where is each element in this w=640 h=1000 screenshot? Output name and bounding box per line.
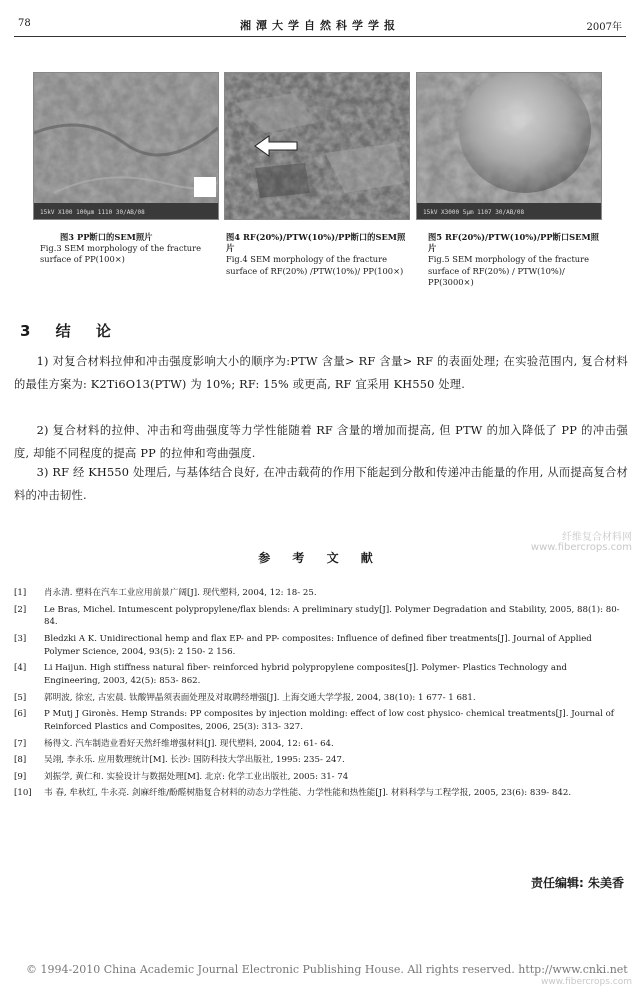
figure-5-image: [416, 72, 602, 220]
reference-item: [6] P Mutj J Gironès. Hemp Strands: PP composites by injection molding: effect of low cost physico- chemical treatments[J]. Journal of Reinforced Plastics and Composites, 2006, 25(3): 313- 327.: [14, 709, 614, 733]
figure-3-image: [33, 72, 219, 220]
reference-item: [3] Bledzki A K. Unidirectional hemp and flax EP- and PP- composites: Influence of defined fiber treatments[J]. Journal of Applied Polymer Science, 2004, 93(5): 2 150- 2 156.: [14, 633, 592, 657]
reference-list: [14, 587, 626, 804]
references-title: 参 考 文 献: [258, 551, 382, 565]
reference-item: [8] 吴翊, 李永乐. 应用数理统计[M]. 长沙: 国防科技大学出版社, 1995: 235- 247.: [14, 755, 345, 766]
figure-3-caption-en: Fig.3 SEM morphology of the fracture surface of PP(100×): [40, 243, 202, 265]
conclusion-3: 3) RF 经 KH550 处理后, 与基体结合良好, 在冲击载荷的作用下能起到分散和传递冲击能量的作用, 从而提高复合材料的冲击韧性.: [14, 466, 628, 502]
watermark-url: www.fibercrops.com: [530, 542, 632, 553]
reference-item: [5] 郭明波, 徐宏, 古宏晨. 钛酸钾晶须表面处理及对取聘经增强[J]. 上海交通大学学报, 2004, 38(10): 1 677- 1 681.: [14, 692, 476, 703]
page-header: [14, 14, 626, 37]
figure-5-caption-cn: 图5 RF(20%)/PTW(10%)/PP断口SEM照片: [428, 232, 599, 254]
figure-5-scale-text: 15kV X3000 5μm 1107 30/AB/08: [423, 209, 525, 216]
figure-3-caption-cn: 图3 PP断口的SEM照片: [60, 232, 153, 242]
page-number: 78: [18, 18, 31, 29]
reference-item: [1] 肖永清. 塑料在汽车工业应用前景广阔[J]. 现代塑料, 2004, 12: 18- 25.: [14, 588, 317, 598]
watermark-cn: 纤维复合材料网: [562, 532, 632, 543]
figure-4-image: [224, 72, 410, 220]
figure-3-scale-text: 15kV X100 100μm 1110 30/AB/08: [40, 209, 145, 216]
reference-item: [7] 杨得文. 汽车制造业看好天然纤维增强材料[J]. 现代塑料, 2004, 12: 61- 64.: [14, 738, 334, 749]
issue-year: 2007年: [586, 22, 622, 33]
responsible-editor: 责任编辑: 朱美香: [531, 876, 624, 890]
figure-5-caption: [428, 232, 600, 288]
reference-item: [4] Li Haijun. High stiffness natural fiber- reinforced hybrid polypropylene composites[J]. Polymer- Plastics Technology and Engineering, 2003, 42(5): 853- 862.: [14, 663, 568, 687]
conclusion-1: 1) 对复合材料拉伸和冲击强度影响大小的顺序为:PTW 含量> RF 含量> RF 的表面处理; 在实验范围内, 复合材料的最佳方案为: K2Ti6O13(PTW) 为 10%; RF: 15% 或更高, RF 宜采用 KH550 处理.: [14, 355, 628, 391]
conclusion-2: 2) 复合材料的拉伸、冲击和弯曲强度等力学性能随着 RF 含量的增加而提高, 但 PTW 的加入降低了 PP 的冲击强度, 却能不同程度的提高 PP 的拉伸和弯曲强度.: [14, 424, 628, 460]
reference-item: [9] 刘振学, 黄仁和. 实验设计与数据处理[M]. 北京: 化学工业出版社, 2005: 31- 74: [14, 771, 349, 782]
reference-item: [10] 韦 春, 牟秋红, 牛永亮. 剑麻纤维/酚醛树脂复合材料的动态力学性能、力学性能和热性能[J]. 材料科学与工程学报, 2005, 23(6): 839- 842.: [14, 788, 572, 799]
journal-title: 湘潭大学自然科学学报: [240, 19, 400, 32]
figure-4-caption-en: Fig.4 SEM morphology of the fracture surface of RF(20%) /PTW(10%)/ PP(100×): [226, 254, 404, 276]
figure-5-caption-en: Fig.5 SEM morphology of the fracture surface of RF(20%) / PTW(10%)/ PP(3000×): [428, 254, 590, 287]
watermark-footer-url: www.fibercrops.com: [541, 977, 632, 987]
section-heading: 3 结 论: [20, 322, 121, 340]
reference-item: [2] Le Bras, Michel. Intumescent polypropylene/flax blends: A preliminary study[J]. Polymer Degradation and Stability, 2005, 88(1): 80- 84.: [14, 604, 620, 628]
figure-4-caption-cn: 图4 RF(20%)/PTW(10%)/PP断口的SEM照片: [226, 232, 406, 254]
figure-3-caption: [30, 232, 215, 266]
copyright-footer: © 1994-2010 China Academic Journal Electronic Publishing House. All rights reserved. http://www.cnki.net: [26, 963, 628, 976]
figure-4-caption: [226, 232, 406, 277]
